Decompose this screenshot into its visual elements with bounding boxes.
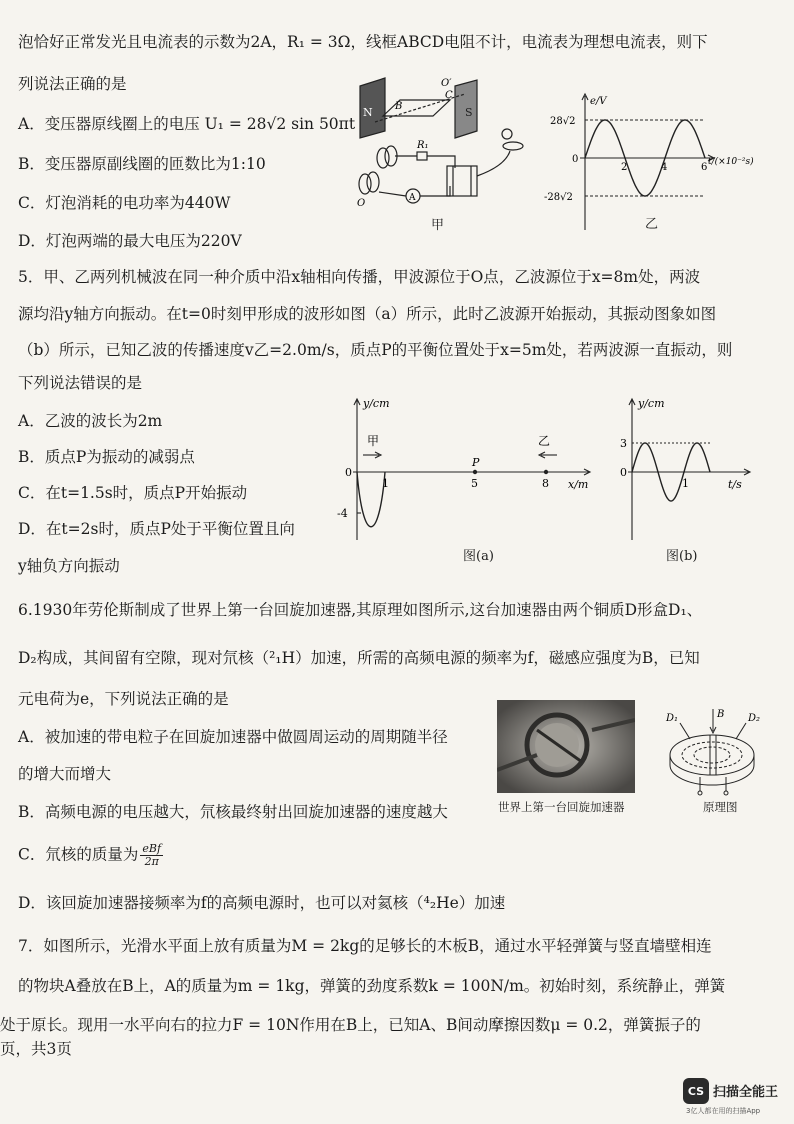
q6-option-c — [18, 843, 163, 868]
fig-yi-ytop: 28√2 — [550, 116, 576, 127]
q6-stem-2: D₂构成，其间留有空隙，现对氘核（²₁H）加速，所需的高频电源的频率为f，磁感应强度为B，已知 — [18, 649, 700, 667]
q6-option-b: B．高频电源的电压越大，氘核最终射出回旋加速器的速度越大 — [18, 803, 448, 821]
q5-option-c: C．在t=1.5s时，质点P开始振动 — [18, 484, 248, 502]
fig-jia-label-r1: R₁ — [417, 140, 429, 151]
q7-stem-1: 7．如图所示，光滑水平面上放有质量为M = 2kg的足够长的木板B，通过水平轻弹簧与竖直墙壁相连 — [18, 937, 712, 955]
photo-caption: 世界上第一台回旋加速器 — [498, 800, 625, 814]
q5-option-d-cont: y轴负方向振动 — [18, 557, 120, 575]
q3-prompt: 列说法正确的是 — [18, 75, 127, 93]
fig-jia-label-ammeter: A — [409, 193, 416, 203]
camscanner-name: 扫描全能王 — [713, 1085, 779, 1100]
q6-fraction — [140, 843, 163, 868]
figure-a-wave — [335, 395, 595, 545]
fig-yi-tick-4: 4 — [661, 162, 668, 173]
fig-yi-origin: 0 — [572, 154, 579, 165]
fig-yi-tick-2: 2 — [621, 162, 628, 173]
q6-option-a: A．被加速的带电粒子在回旋加速器中做圆周运动的周期随半径 — [18, 728, 448, 746]
q4-option-d: D．灯泡两端的最大电压为220V — [18, 232, 242, 250]
figure-b-vibration — [610, 395, 760, 545]
fig-b-origin: 0 — [620, 466, 627, 479]
camscanner-tagline: 3亿人都在用的扫描App — [686, 1107, 761, 1115]
fig-a-xlabel: x/m — [568, 478, 589, 491]
q4-option-b: B．变压器原副线圈的匝数比为1:10 — [18, 155, 266, 173]
q4-option-c: C．灯泡消耗的电功率为440W — [18, 194, 231, 212]
q6-option-c-text: C．氘核的质量为 — [18, 845, 139, 864]
figure-jia-generator — [355, 76, 525, 236]
fig-jia-label-n: N — [363, 106, 373, 119]
fig-b-ylabel: y/cm — [638, 397, 665, 410]
fig-a-caption: 图(a) — [463, 549, 494, 564]
fig-jia-label-s: S — [465, 106, 473, 119]
fig-jia-label-o: O — [357, 198, 366, 209]
fig-jia-label-o1: O′ — [441, 78, 452, 89]
cyclotron-principle-diagram — [660, 705, 775, 797]
cyclotron-photo — [497, 700, 635, 793]
q6-prompt: 元电荷为e，下列说法正确的是 — [18, 690, 229, 708]
q5-stem-3: （b）所示，已知乙波的传播速度v乙=2.0m/s，质点P的平衡位置处于x=5m处，若两波源一直振动，则 — [18, 341, 733, 359]
fig-jia-label-b: B — [395, 101, 403, 112]
fig-yi-tick-6: 6 — [701, 162, 708, 173]
fig-yi-xlabel: t/(×10⁻²s) — [708, 157, 754, 167]
fig-a-tick-minus4: -4 — [337, 507, 348, 520]
q5-option-a: A．乙波的波长为2m — [18, 412, 163, 430]
q7-stem-2: 的物块A叠放在B上，A的质量为m = 1kg，弹簧的劲度系数k = 100N/m。初始时刻，系统静止，弹簧 — [18, 977, 726, 995]
fig-yi-ylabel: e/V — [590, 96, 607, 107]
q4-option-a: A．变压器原线圈上的电压 U₁ = 28√2 sin 50πt — [18, 115, 356, 133]
q6-stem-1: 6.1930年劳伦斯制成了世界上第一台回旋加速器,其原理如图所示,这台加速器由两个铜质D形盒D₁、 — [18, 601, 703, 619]
q5-stem-2: 源均沿y轴方向振动。在t=0时刻甲形成的波形如图（a）所示，此时乙波源开始振动，其振动图象如图 — [18, 305, 717, 323]
fig-a-tick-5: 5 — [471, 477, 478, 490]
q7-stem-3: 处于原长。现用一水平向右的拉力F = 10N作用在B上，已知A、B间动摩擦因数μ = 0.2，弹簧振子的 — [0, 1016, 701, 1034]
fig-yi-ybot: -28√2 — [544, 192, 573, 203]
diagram-label-b: B — [717, 709, 725, 720]
fig-a-origin: 0 — [345, 466, 352, 479]
q5-option-b: B．质点P为振动的减弱点 — [18, 448, 195, 466]
q6-option-d: D．该回旋加速器接频率为f的高频电源时，也可以对氦核（⁴₂He）加速 — [18, 894, 506, 912]
fig-b-xlabel: t/s — [728, 478, 742, 491]
fig-a-ylabel: y/cm — [363, 397, 390, 410]
page-footer: 页，共3页 — [0, 1040, 72, 1058]
q5-option-d: D．在t=2s时，质点P处于平衡位置且向 — [18, 520, 295, 538]
fig-b-tick-3: 3 — [620, 437, 627, 450]
fig-a-tick-1: 1 — [382, 477, 389, 490]
camscanner-logo: CS — [683, 1078, 709, 1104]
fig-a-label-yi: 乙 — [538, 434, 551, 448]
fraction-numerator: eBf — [142, 842, 162, 855]
fig-a-tick-8: 8 — [542, 477, 549, 490]
q5-prompt: 下列说法错误的是 — [18, 374, 143, 392]
fraction-denominator: 2π — [144, 855, 159, 868]
diagram-caption: 原理图 — [703, 800, 738, 814]
fig-yi-caption: 乙 — [645, 217, 659, 232]
fig-b-caption: 图(b) — [666, 549, 698, 564]
figure-yi-emf-graph — [540, 90, 790, 240]
q3-stem-tail: 泡恰好正常发光且电流表的示数为2A，R₁ = 3Ω，线框ABCD电阻不计，电流表为理想电流表，则下 — [18, 33, 708, 51]
fig-a-label-jia: 甲 — [367, 434, 380, 448]
fig-jia-label-c: C — [445, 90, 453, 101]
fig-b-tick-1: 1 — [682, 477, 689, 490]
fig-a-label-p: P — [472, 456, 480, 469]
q6-option-a-cont: 的增大而增大 — [18, 765, 112, 783]
diagram-label-d1: D₁ — [666, 713, 679, 724]
fig-jia-caption: 甲 — [431, 218, 445, 233]
diagram-label-d2: D₂ — [748, 713, 761, 724]
q5-stem-1: 5．甲、乙两列机械波在同一种介质中沿x轴相向传播，甲波源位于O点，乙波源位于x=8m处，两波 — [18, 268, 701, 286]
